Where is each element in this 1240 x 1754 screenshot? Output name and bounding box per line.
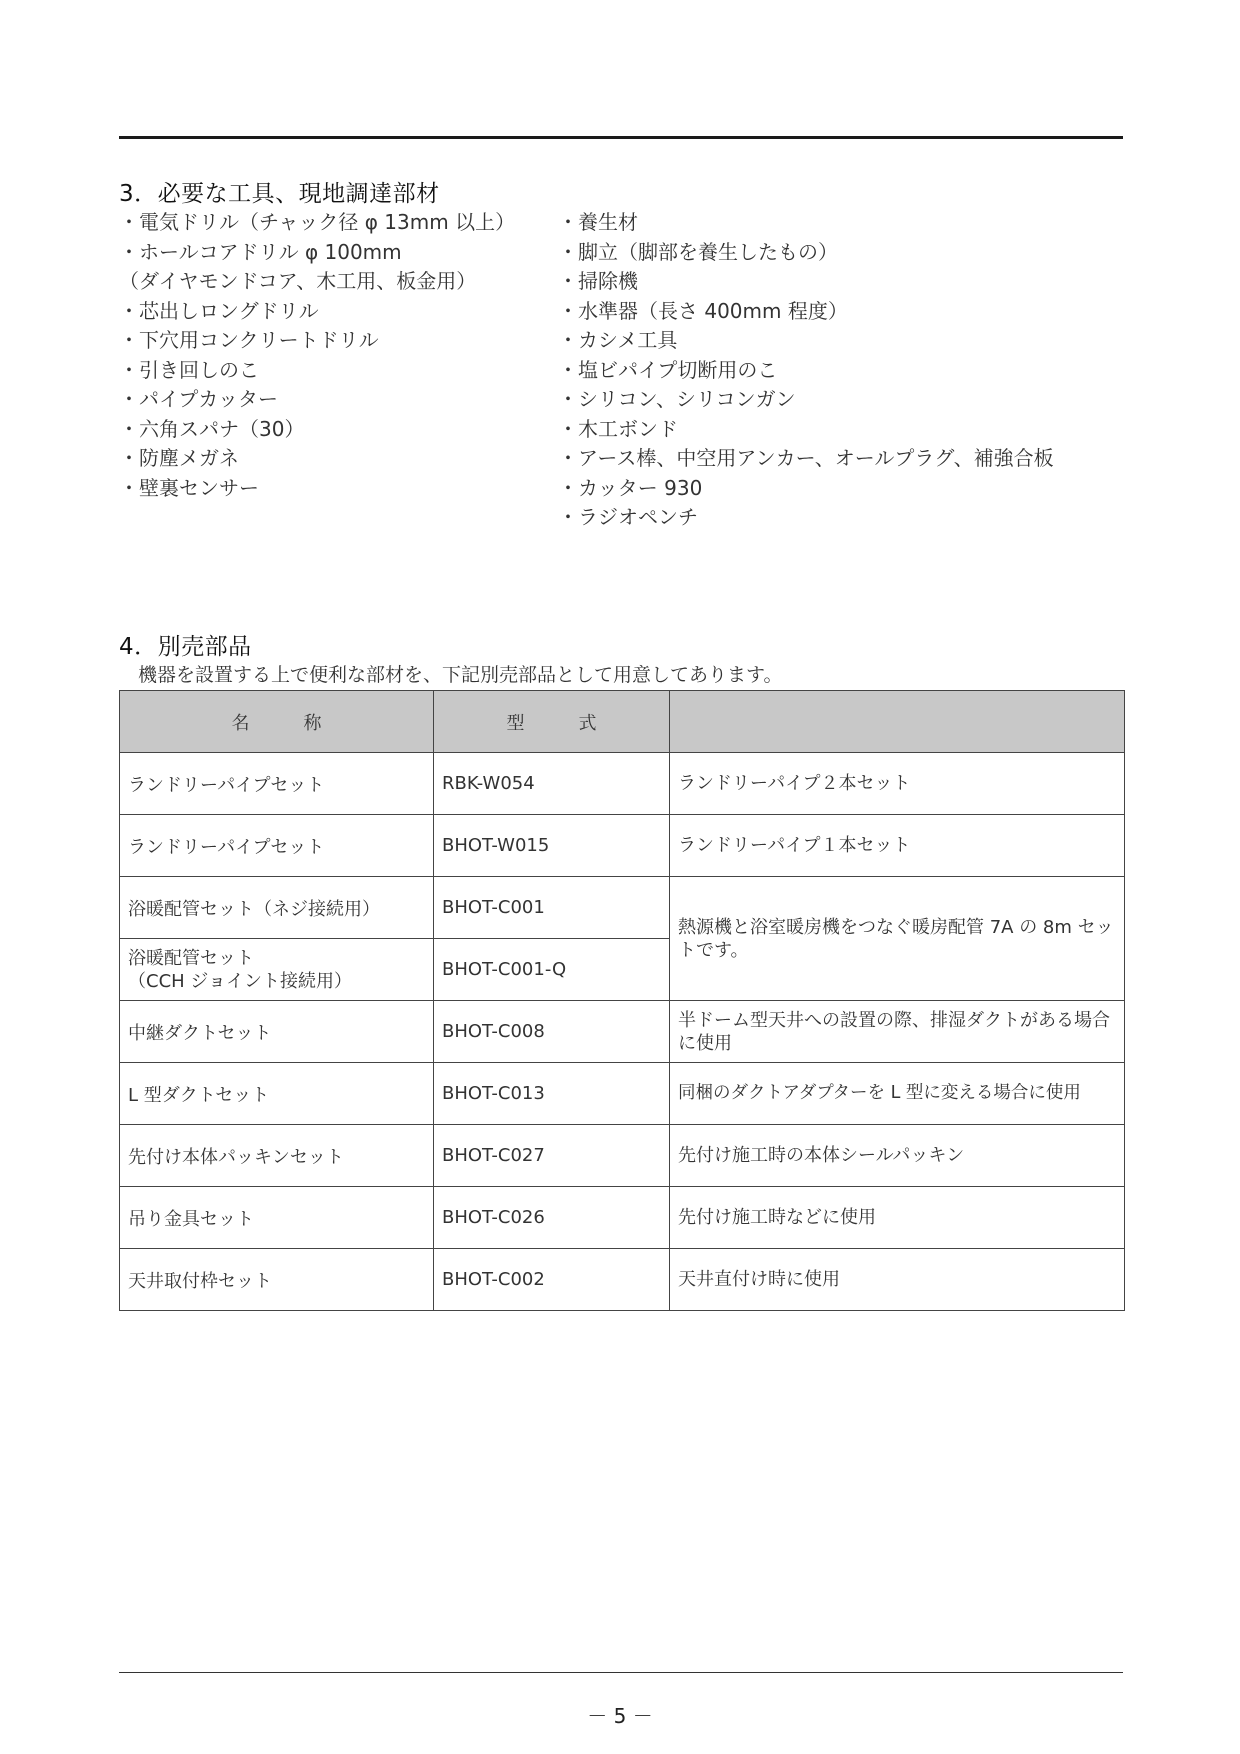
section4-intro: 機器を設置する上で便利な部材を、下記別売部品として用意してあります。 — [138, 664, 783, 686]
cell-model: BHOT-C026 — [434, 1187, 670, 1249]
section3-title: 3．必要な工具、現地調達部材 — [119, 181, 440, 207]
cell-name: 吊り金具セット — [120, 1187, 434, 1249]
cell-description: 先付け施工時の本体シールパッキン — [670, 1125, 1125, 1187]
list-item: ・カッター 930 — [558, 475, 703, 500]
tools-list-right — [558, 208, 1054, 533]
list-item: （ダイヤモンドコア、木工用、板金用） — [119, 269, 477, 293]
cell-name: 中継ダクトセット — [120, 1001, 434, 1063]
cell-model: BHOT-W015 — [434, 815, 670, 877]
cell-model: BHOT-C001-Q — [434, 939, 670, 1001]
cell-model: BHOT-C013 — [434, 1063, 670, 1125]
parts-table — [119, 690, 1125, 1311]
bottom-rule — [119, 1672, 1123, 1673]
table-row — [120, 1249, 1125, 1311]
cell-model: BHOT-C027 — [434, 1125, 670, 1187]
list-item: ・壁裏センサー — [119, 475, 259, 500]
cell-description: 同梱のダクトアダプターを L 型に変える場合に使用 — [670, 1063, 1125, 1125]
cell-description: 先付け施工時などに使用 — [670, 1187, 1125, 1249]
cell-name: L 型ダクトセット — [120, 1063, 434, 1125]
table-row — [120, 753, 1125, 815]
section4-title: 4．別売部品 — [119, 634, 252, 660]
list-item: ・防塵メガネ — [119, 446, 239, 470]
table-header-row — [120, 691, 1125, 753]
top-rule — [119, 136, 1123, 139]
cell-description: 半ドーム型天井への設置の際、排湿ダクトがある場合に使用 — [670, 1001, 1125, 1063]
cell-model: BHOT-C002 — [434, 1249, 670, 1311]
cell-model: BHOT-C008 — [434, 1001, 670, 1063]
list-item: ・六角スパナ（30） — [119, 416, 305, 441]
table-row — [120, 1125, 1125, 1187]
list-item: ・引き回しのこ — [119, 357, 259, 382]
cell-name: 先付け本体パッキンセット — [120, 1125, 434, 1187]
table-row — [120, 1001, 1125, 1063]
list-item: ・養生材 — [558, 210, 638, 234]
list-item: ・塩ビパイプ切断用のこ — [558, 357, 778, 382]
header-description — [670, 691, 1125, 753]
cell-name: 浴暖配管セット （CCH ジョイント接続用） — [120, 939, 434, 1001]
list-item: ・カシメ工具 — [558, 328, 678, 352]
list-item: ・電気ドリル（チャック径 φ 13mm 以上） — [119, 210, 516, 234]
list-item: ・パイプカッター — [119, 387, 278, 411]
header-model: 型 式 — [434, 691, 670, 753]
cell-name: 浴暖配管セット（ネジ接続用） — [120, 877, 434, 939]
list-item: ・木工ボンド — [558, 416, 678, 441]
list-item: ・ラジオペンチ — [558, 505, 698, 529]
table-row — [120, 1063, 1125, 1125]
header-name: 名 称 — [120, 691, 434, 753]
list-item: ・脚立（脚部を養生したもの） — [558, 239, 838, 264]
cell-description: ランドリーパイプ１本セット — [670, 815, 1125, 877]
tools-list-left — [119, 208, 515, 503]
cell-name: 天井取付枠セット — [120, 1249, 434, 1311]
cell-description: 熱源機と浴室暖房機をつなぐ暖房配管 7A の 8m セットです。 — [670, 877, 1125, 1001]
list-item: ・シリコン、シリコンガン — [558, 387, 796, 411]
list-item: ・ホールコアドリル φ 100mm — [119, 239, 402, 264]
cell-model: RBK-W054 — [434, 753, 670, 815]
list-item: ・芯出しロングドリル — [119, 298, 319, 323]
cell-description: 天井直付け時に使用 — [670, 1249, 1125, 1311]
cell-description: ランドリーパイプ２本セット — [670, 753, 1125, 815]
table-row — [120, 815, 1125, 877]
list-item: ・下穴用コンクリートドリル — [119, 328, 379, 352]
list-item: ・掃除機 — [558, 269, 638, 293]
cell-name: ランドリーパイプセット — [120, 753, 434, 815]
table-row — [120, 1187, 1125, 1249]
table-row — [120, 877, 1125, 939]
page-number: － 5 － — [587, 1704, 653, 1728]
cell-name: ランドリーパイプセット — [120, 815, 434, 877]
cell-model: BHOT-C001 — [434, 877, 670, 939]
list-item: ・水準器（長さ 400mm 程度） — [558, 298, 848, 323]
list-item: ・アース棒、中空用アンカー、オールプラグ、補強合板 — [558, 446, 1054, 470]
